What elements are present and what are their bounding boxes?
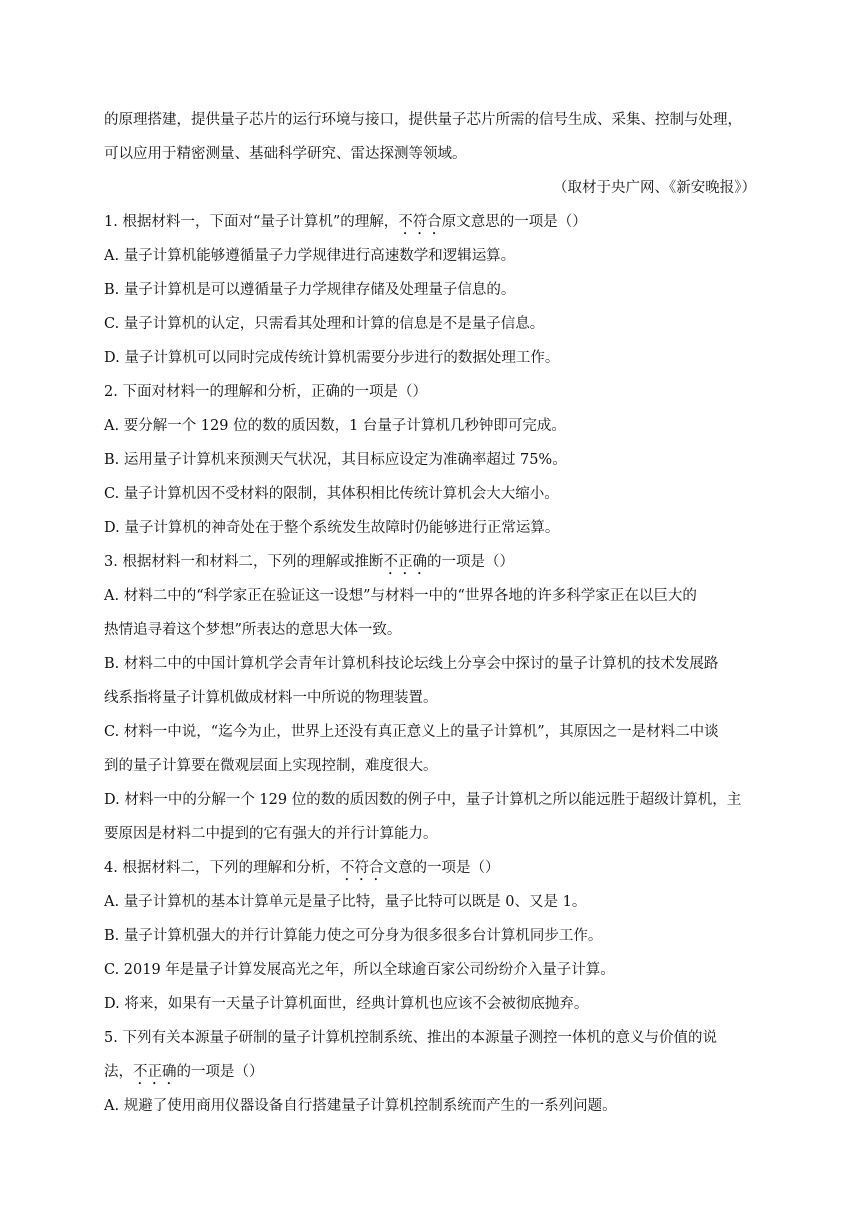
question-3-option-b-cont: 线系指将量子计算机做成材料一中所说的物理装置。	[104, 690, 438, 706]
question-1-stem	[104, 212, 764, 238]
question-4-option-d: D. 将来，如果有一天量子计算机面世，经典计算机也应该不会被彻底抛弃。	[104, 996, 589, 1012]
question-4-option-c: C. 2019 年是量子计算发展高光之年，所以全球逾百家公司纷纷介入量子计算。	[104, 962, 615, 978]
question-2-option-c: C. 量子计算机因不受材料的限制，其体积相比传统计算机会大大缩小。	[104, 486, 559, 502]
question-2-option-d: D. 量子计算机的神奇处在于整个系统发生故障时仍能够进行正常运算。	[104, 520, 560, 536]
passage-line: 的原理搭建，提供量子芯片的运行环境与接口，提供量子芯片所需的信号生成、采集、控制与处理，	[104, 112, 742, 128]
question-3-option-b: B. 材料二中的中国计算机学会青年计算机科技论坛线上分享会中探讨的量子计算机的技术发展路	[104, 656, 719, 672]
question-3-option-a: A. 材料二中的“科学家正在验证这一设想”与材料一中的“世界各地的许多科学家正在以巨大的	[104, 588, 697, 604]
emphasis-text: 不正确	[383, 554, 427, 570]
question-1-option-b: B. 量子计算机是可以遵循量子力学规律存储及处理量子信息的。	[104, 282, 516, 298]
stem-text: 法，	[104, 1064, 133, 1080]
question-2-stem: 2. 下面对材料一的理解和分析，正确的一项是（）	[104, 384, 427, 400]
question-3-option-c: C. 材料一中说，“迄今为止，世界上还没有真正意义上的量子计算机”，其原因之一是材料二中谈	[104, 724, 719, 740]
question-2-option-a: A. 要分解一个 129 位的数的质因数，1 台量子计算机几秒钟即可完成。	[104, 418, 566, 434]
emphasis-text: 不正确	[133, 1064, 177, 1080]
stem-text: 的一项是（）	[426, 554, 514, 570]
emphasis-text: 不符合	[398, 214, 442, 230]
stem-text: 的一项是（）	[176, 1064, 264, 1080]
question-5-option-a: A. 规避了使用商用仪器设备自行搭建量子计算机控制系统而产生的一系列问题。	[104, 1098, 617, 1114]
question-5-stem: 5. 下列有关本源量子研制的量子计算机控制系统、推出的本源量子测控一体机的意义与价值的说	[104, 1030, 717, 1046]
emphasis-text: 不符合	[339, 860, 384, 876]
question-2-option-b: B. 运用量子计算机来预测天气状况，其目标应设定为准确率超过 75%。	[104, 452, 567, 468]
question-1-option-d: D. 量子计算机可以同时完成传统计算机需要分步进行的数据处理工作。	[104, 350, 560, 366]
question-5-stem-cont	[104, 1062, 764, 1088]
stem-text: 1. 根据材料一，下面对“量子计算机”的理解，	[104, 214, 399, 230]
question-3-stem	[104, 552, 764, 578]
question-3-option-d: D. 材料一中的分解一个 129 位的数的质因数的例子中，量子计算机之所以能远胜于超级计算机，主	[104, 792, 742, 808]
question-4-option-a: A. 量子计算机的基本计算单元是量子比特，量子比特可以既是 0、又是 1。	[104, 894, 587, 910]
question-3-option-c-cont: 到的量子计算要在微观层面上实现控制，难度很大。	[104, 758, 438, 774]
question-3-option-d-cont: 要原因是材料二中提到的它有强大的并行计算能力。	[104, 826, 438, 842]
stem-text: 文意的一项是（）	[383, 860, 500, 876]
question-3-option-a-cont: 热情追寻着这个梦想”所表达的意思大体一致。	[104, 622, 402, 638]
stem-text: 4. 根据材料二，下列的理解和分析，	[104, 860, 340, 876]
source-citation: （取材于央广网、《新安晚报》）	[553, 180, 756, 196]
stem-text: 原文意思的一项是（）	[441, 214, 587, 230]
question-1-option-a: A. 量子计算机能够遵循量子力学规律进行高速数学和逻辑运算。	[104, 248, 516, 264]
question-1-option-c: C. 量子计算机的认定，只需看其处理和计算的信息是不是量子信息。	[104, 316, 545, 332]
question-4-stem	[104, 858, 764, 884]
question-4-option-b: B. 量子计算机强大的并行计算能力使之可分身为很多很多台计算机同步工作。	[104, 928, 603, 944]
stem-text: 3. 根据材料一和材料二，下列的理解或推断	[104, 554, 384, 570]
passage-line: 可以应用于精密测量、基础科学研究、雷达探测等领域。	[104, 146, 467, 162]
